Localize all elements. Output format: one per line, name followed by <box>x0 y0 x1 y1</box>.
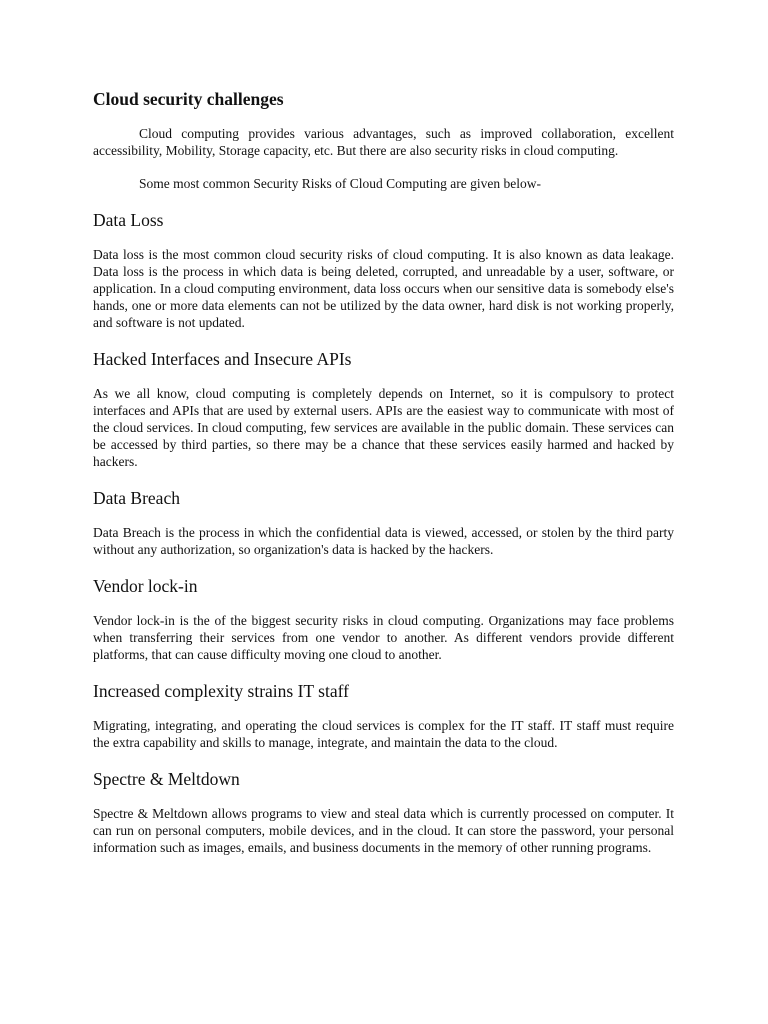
section-heading-spectre-meltdown: Spectre & Meltdown <box>93 769 240 789</box>
section-heading-complexity: Increased complexity strains IT staff <box>93 681 349 701</box>
document-page <box>93 88 674 856</box>
page-title: Cloud security challenges <box>93 89 284 109</box>
section-body-insecure-apis: As we all know, cloud computing is completely depends on Internet, so it is compulsory to protect interfaces and APIs that are used by external users. APIs are the easiest way to communicate with most of the cloud services. In cloud computing, few services are available in the public domain. These services can be accessed by third parties, so there may be a chance that these services easily harmed and hacked by hackers. <box>93 386 674 469</box>
section-body-vendor-lock-in: Vendor lock-in is the of the biggest security risks in cloud computing. Organizations may face problems when transferring their services from one vendor to another. As different vendors provide different platforms, that can cause difficulty moving one cloud to another. <box>93 613 674 662</box>
lead-paragraph: Some most common Security Risks of Cloud Computing are given below- <box>139 176 541 191</box>
section-body-data-breach: Data Breach is the process in which the confidential data is viewed, accessed, or stolen by the third party without any authorization, so organization's data is hacked by the hackers. <box>93 525 674 557</box>
intro-paragraph: Cloud computing provides various advantages, such as improved collaboration, excellent accessibility, Mobility, Storage capacity, etc. But there are also security risks in cloud computing. <box>93 126 674 158</box>
section-body-data-loss: Data loss is the most common cloud security risks of cloud computing. It is also known as data leakage. Data loss is the process in which data is being deleted, corrupted, and unreadable by a user, software, or application. In a cloud computing environment, data loss occurs when our sensitive data is somebody else's hands, one or more data elements can not be utilized by the data owner, hard disk is not working properly, and software is not updated. <box>93 247 674 330</box>
section-heading-data-breach: Data Breach <box>93 488 180 508</box>
section-body-spectre-meltdown: Spectre & Meltdown allows programs to view and steal data which is currently processed on computer. It can run on personal computers, mobile devices, and in the cloud. It can store the password, your personal information such as images, emails, and business documents in the memory of other running programs. <box>93 806 674 855</box>
section-heading-vendor-lock-in: Vendor lock-in <box>93 576 198 596</box>
section-heading-insecure-apis: Hacked Interfaces and Insecure APIs <box>93 349 352 369</box>
section-body-complexity: Migrating, integrating, and operating the cloud services is complex for the IT staff. IT staff must require the extra capability and skills to manage, integrate, and maintain the data to the cloud. <box>93 718 674 750</box>
section-heading-data-loss: Data Loss <box>93 210 164 230</box>
